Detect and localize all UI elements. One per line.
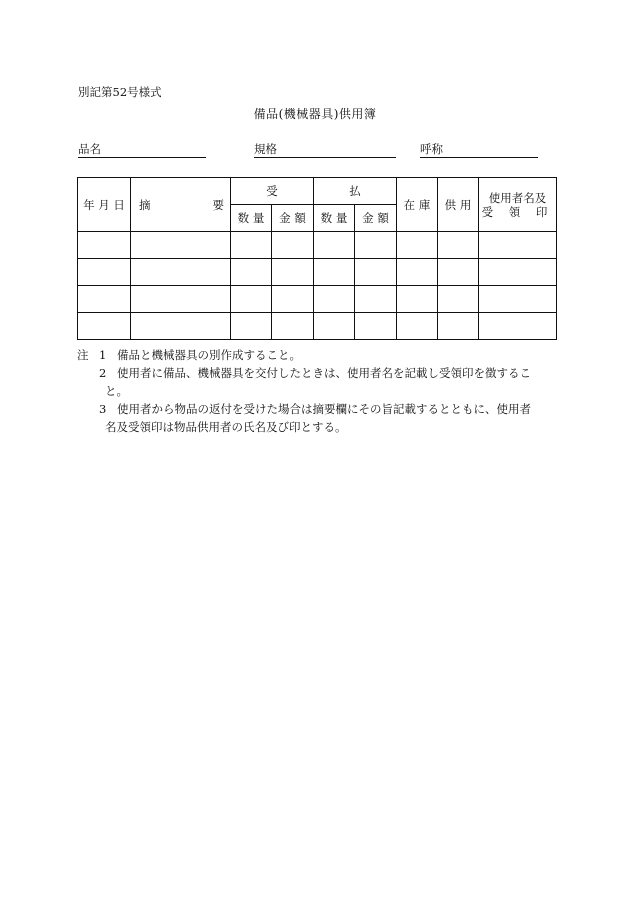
note-item-1 [77, 346, 557, 364]
table-cell[interactable] [397, 259, 438, 286]
table-cell[interactable] [438, 286, 479, 313]
table-cell[interactable] [479, 286, 557, 313]
note-text: 使用者に備品、機械器具を交付したときは、使用者名を記載し受領印を徴するこ [117, 366, 531, 380]
header-user-line2: 受 領 印 [481, 204, 554, 219]
table-row [78, 313, 557, 340]
note-number: 1 [99, 348, 107, 362]
table-cell[interactable] [131, 313, 231, 340]
table-cell[interactable] [314, 232, 355, 259]
header-user-line1: 使用者名及 [488, 190, 547, 205]
note-text-continued: 名及受領印は物品供用者の氏名及び印とする。 [105, 420, 347, 434]
header-supply: 供 用 [438, 178, 479, 232]
table-cell[interactable] [78, 313, 131, 340]
header-received-qty: 数 量 [231, 205, 272, 232]
form-number: 別記第52号様式 [78, 85, 162, 99]
table-cell[interactable] [78, 286, 131, 313]
ledger-table [77, 177, 557, 340]
note-text: 備品と機械器具の別作成すること。 [117, 348, 301, 362]
designation-label: 呼称 [420, 142, 443, 156]
table-cell[interactable] [355, 232, 397, 259]
notes-section [77, 346, 557, 436]
table-row [78, 232, 557, 259]
designation-field[interactable] [420, 142, 538, 158]
table-cell[interactable] [397, 286, 438, 313]
table-cell[interactable] [231, 232, 272, 259]
table-cell[interactable] [355, 286, 397, 313]
table-cell[interactable] [397, 313, 438, 340]
table-cell[interactable] [231, 286, 272, 313]
table-cell[interactable] [314, 286, 355, 313]
table-cell[interactable] [272, 259, 314, 286]
table-cell[interactable] [314, 313, 355, 340]
header-description [131, 178, 231, 232]
header-paid-qty: 数 量 [314, 205, 355, 232]
header-stock: 在 庫 [397, 178, 438, 232]
table-cell[interactable] [272, 313, 314, 340]
table-cell[interactable] [131, 232, 231, 259]
document-title: 備品(機械器具)供用簿 [253, 107, 377, 121]
table-cell[interactable] [272, 232, 314, 259]
note-number: 3 [99, 402, 107, 416]
table-row [78, 286, 557, 313]
note-item-3 [77, 400, 557, 436]
note-text-continued: と。 [105, 384, 128, 398]
header-paid: 払 [314, 178, 397, 205]
header-paid-amount: 金 額 [355, 205, 397, 232]
table-cell[interactable] [479, 259, 557, 286]
table-cell[interactable] [231, 259, 272, 286]
table-cell[interactable] [314, 259, 355, 286]
table-cell[interactable] [131, 259, 231, 286]
note-number: 2 [99, 366, 107, 380]
table-row [78, 259, 557, 286]
notes-lead: 注 [77, 348, 89, 362]
table-cell[interactable] [272, 286, 314, 313]
note-item-2 [77, 364, 557, 400]
header-received: 受 [231, 178, 314, 205]
header-desc-left: 摘 [139, 197, 151, 212]
table-cell[interactable] [479, 232, 557, 259]
header-desc-right: 要 [212, 197, 224, 212]
table-cell[interactable] [438, 259, 479, 286]
table-cell[interactable] [479, 313, 557, 340]
item-name-field[interactable] [78, 142, 206, 158]
item-name-label: 品名 [78, 142, 101, 156]
table-cell[interactable] [438, 232, 479, 259]
header-user-receipt [479, 178, 557, 232]
table-cell[interactable] [397, 232, 438, 259]
table-cell[interactable] [355, 313, 397, 340]
note-text: 使用者から物品の返付を受けた場合は摘要欄にその旨記載するとともに、使用者 [117, 402, 531, 416]
header-date: 年 月 日 [78, 178, 131, 232]
table-cell[interactable] [231, 313, 272, 340]
specification-field[interactable] [254, 142, 396, 158]
table-cell[interactable] [355, 259, 397, 286]
table-cell[interactable] [131, 286, 231, 313]
header-received-amount: 金 額 [272, 205, 314, 232]
table-cell[interactable] [78, 232, 131, 259]
table-cell[interactable] [438, 313, 479, 340]
table-cell[interactable] [78, 259, 131, 286]
specification-label: 規格 [254, 142, 277, 156]
